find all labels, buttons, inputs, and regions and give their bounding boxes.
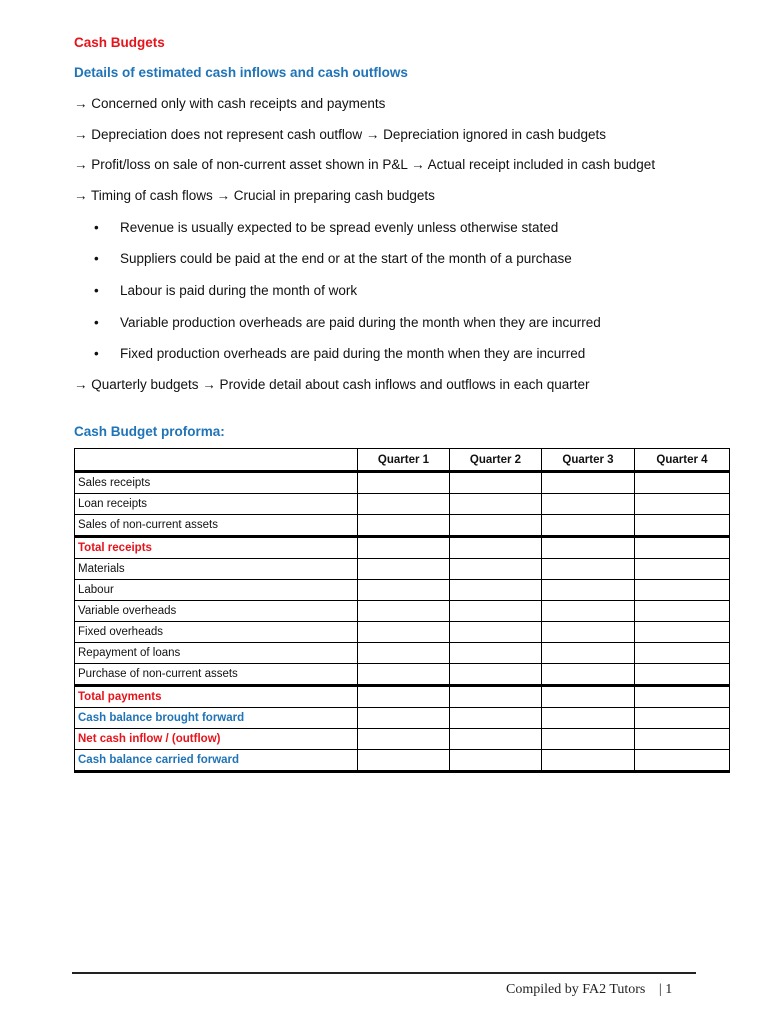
cell-q1[interactable] — [358, 580, 450, 601]
cell-q2[interactable] — [450, 729, 542, 750]
bullet-text: Suppliers could be paid at the end or at the start of the month of a purchase — [120, 251, 572, 266]
point-profit-loss: → Profit/loss on sale of non-current asset shown in P&L → Actual receipt included in cash budget — [74, 157, 656, 172]
cell-q1[interactable] — [358, 472, 450, 494]
bullet-dot-icon: • — [94, 315, 99, 330]
header-quarter-4: Quarter 4 — [635, 449, 730, 472]
cell-q2[interactable] — [450, 686, 542, 708]
cell-q4[interactable] — [635, 622, 730, 643]
table-row — [75, 515, 730, 537]
row-label: Net cash inflow / (outflow) — [75, 729, 358, 750]
point-timing: → Timing of cash flows → Crucial in preparing cash budgets — [74, 188, 435, 203]
cell-q4[interactable] — [635, 643, 730, 664]
cell-q1[interactable] — [358, 622, 450, 643]
cell-q3[interactable] — [542, 537, 635, 559]
cell-q3[interactable] — [542, 643, 635, 664]
bullet-variable-overheads — [94, 315, 601, 330]
table-row-balance-brought-forward — [75, 708, 730, 729]
bullet-text: Labour is paid during the month of work — [120, 283, 358, 298]
header-quarter-3: Quarter 3 — [542, 449, 635, 472]
cell-q3[interactable] — [542, 729, 635, 750]
header-quarter-2: Quarter 2 — [450, 449, 542, 472]
table-row — [75, 601, 730, 622]
cell-q3[interactable] — [542, 472, 635, 494]
bullet-text: Fixed production overheads are paid during the month when they are incurred — [120, 346, 586, 361]
cell-q3[interactable] — [542, 580, 635, 601]
row-label: Fixed overheads — [75, 622, 358, 643]
table-row — [75, 643, 730, 664]
cell-q2[interactable] — [450, 750, 542, 772]
table-header-row — [75, 449, 730, 472]
page-title: Cash Budgets — [74, 35, 165, 50]
cell-q2[interactable] — [450, 559, 542, 580]
cell-q3[interactable] — [542, 664, 635, 686]
cell-q2[interactable] — [450, 708, 542, 729]
cell-q4[interactable] — [635, 729, 730, 750]
cell-q1[interactable] — [358, 601, 450, 622]
footer-separator: | — [658, 982, 662, 997]
bullet-revenue — [94, 220, 559, 235]
bullet-text: Revenue is usually expected to be spread evenly unless otherwise stated — [120, 220, 559, 235]
table-row — [75, 559, 730, 580]
table-row — [75, 664, 730, 686]
cell-q1[interactable] — [358, 686, 450, 708]
cell-q1[interactable] — [358, 494, 450, 515]
page-number: 1 — [665, 982, 673, 997]
row-label: Loan receipts — [75, 494, 358, 515]
footer — [506, 982, 672, 998]
proforma-heading: Cash Budget proforma: — [74, 424, 225, 439]
section-subtitle: Details of estimated cash inflows and cash outflows — [74, 65, 408, 80]
cell-q1[interactable] — [358, 729, 450, 750]
cell-q4[interactable] — [635, 601, 730, 622]
table-row — [75, 472, 730, 494]
cell-q3[interactable] — [542, 601, 635, 622]
header-quarter-1: Quarter 1 — [358, 449, 450, 472]
table-row-balance-carried-forward — [75, 750, 730, 772]
table-row-net-cash-flow — [75, 729, 730, 750]
table-row — [75, 494, 730, 515]
row-label: Sales receipts — [75, 472, 358, 494]
table-row-total-payments — [75, 686, 730, 708]
cell-q4[interactable] — [635, 708, 730, 729]
cell-q1[interactable] — [358, 515, 450, 537]
cell-q3[interactable] — [542, 686, 635, 708]
cell-q2[interactable] — [450, 472, 542, 494]
bullet-dot-icon: • — [94, 251, 99, 266]
row-label: Variable overheads — [75, 601, 358, 622]
bullet-dot-icon: • — [94, 220, 99, 235]
cash-budget-table — [74, 448, 730, 773]
cell-q2[interactable] — [450, 537, 542, 559]
bullet-dot-icon: • — [94, 346, 99, 361]
cell-q3[interactable] — [542, 622, 635, 643]
cell-q4[interactable] — [635, 537, 730, 559]
cell-q3[interactable] — [542, 750, 635, 772]
cell-q4[interactable] — [635, 494, 730, 515]
cell-q3[interactable] — [542, 708, 635, 729]
row-label: Cash balance carried forward — [75, 750, 358, 772]
cell-q1[interactable] — [358, 750, 450, 772]
cell-q2[interactable] — [450, 494, 542, 515]
cell-q4[interactable] — [635, 750, 730, 772]
row-label: Sales of non-current assets — [75, 515, 358, 537]
bullet-text: Variable production overheads are paid during the month when they are incurred — [120, 315, 601, 330]
cell-q3[interactable] — [542, 494, 635, 515]
cell-q1[interactable] — [358, 664, 450, 686]
cell-q2[interactable] — [450, 580, 542, 601]
cell-q2[interactable] — [450, 643, 542, 664]
row-label: Total payments — [75, 686, 358, 708]
cell-q4[interactable] — [635, 559, 730, 580]
cell-q4[interactable] — [635, 580, 730, 601]
row-label: Materials — [75, 559, 358, 580]
row-label: Repayment of loans — [75, 643, 358, 664]
cell-q2[interactable] — [450, 664, 542, 686]
bullet-fixed-overheads — [94, 346, 586, 361]
cell-q1[interactable] — [358, 643, 450, 664]
cell-q1[interactable] — [358, 559, 450, 580]
cell-q2[interactable] — [450, 622, 542, 643]
cell-q3[interactable] — [542, 559, 635, 580]
cell-q1[interactable] — [358, 537, 450, 559]
cell-q2[interactable] — [450, 515, 542, 537]
bullet-labour — [94, 283, 358, 298]
row-label: Cash balance brought forward — [75, 708, 358, 729]
header-blank — [75, 449, 358, 472]
footer-credit: Compiled by FA2 Tutors — [506, 982, 646, 997]
cell-q2[interactable] — [450, 601, 542, 622]
cell-q1[interactable] — [358, 708, 450, 729]
row-label: Purchase of non-current assets — [75, 664, 358, 686]
point-depreciation: → Depreciation does not represent cash outflow → Depreciation ignored in cash budgets — [74, 127, 607, 142]
bullet-suppliers — [94, 251, 572, 266]
cell-q4[interactable] — [635, 472, 730, 494]
point-receipts-payments: → Concerned only with cash receipts and payments — [74, 96, 386, 111]
point-quarterly-budgets: → Quarterly budgets → Provide detail about cash inflows and outflows in each quarter — [74, 377, 590, 392]
cell-q4[interactable] — [635, 664, 730, 686]
table-row-total-receipts — [75, 537, 730, 559]
bullet-dot-icon: • — [94, 283, 99, 298]
cell-q3[interactable] — [542, 515, 635, 537]
row-label: Labour — [75, 580, 358, 601]
table-row — [75, 622, 730, 643]
table-row — [75, 580, 730, 601]
row-label: Total receipts — [75, 537, 358, 559]
cell-q4[interactable] — [635, 686, 730, 708]
footer-divider — [72, 972, 696, 974]
cell-q4[interactable] — [635, 515, 730, 537]
